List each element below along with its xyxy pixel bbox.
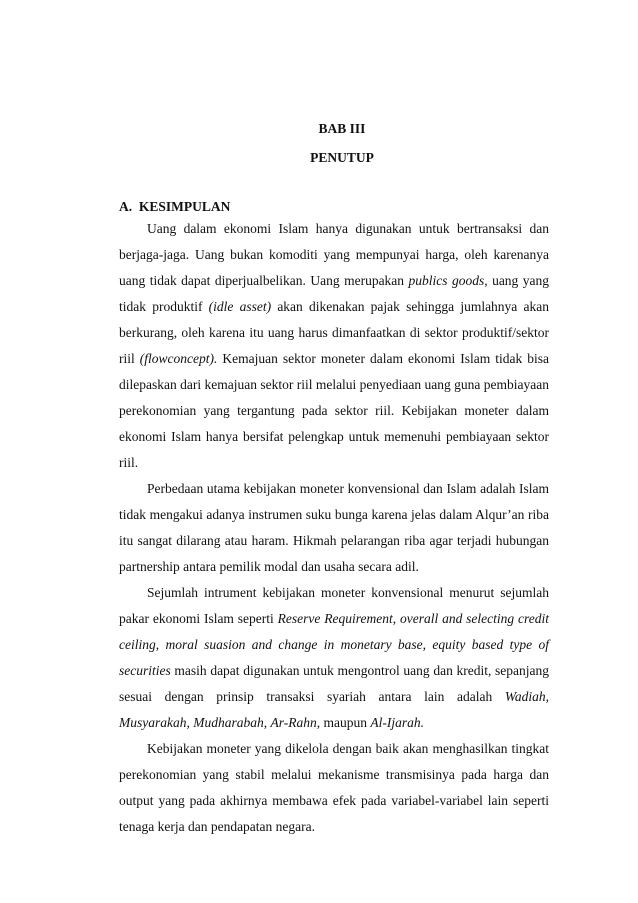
paragraph-1 [119, 216, 549, 476]
text-run: Perbedaan utama kebijakan moneter konvensional dan Islam adalah Islam tidak mengakui adanya instrumen suku bunga karena jelas dalam Alqur’an riba itu sangat dilarang atau haram. Hikmah pelarangan riba agar terjadi hubungan partnership antara pemilik modal dan usaha secara adil. [119, 481, 549, 574]
italic-term: (idle asset) [208, 299, 272, 314]
text-run: Kebijakan moneter yang dikelola dengan baik akan menghasilkan tingkat perekonomian yang stabil melalui mekanisme transmisinya pada harga dan output yang pada akhirnya membawa efek pada variabel-variabel lain seperti tenaga kerja dan pendapatan negara. [119, 741, 549, 834]
paragraph-4 [119, 736, 549, 840]
text-run: Sejumlah intrument kebijakan moneter konvensional menurut sejumlah pakar ekonomi Islam seperti [119, 585, 549, 626]
text-run: akan dikenakan pajak sehingga jumlahnya akan berkurang, oleh karena itu uang harus dimanfaatkan di sektor produktif/sektor riil [119, 299, 549, 366]
section-heading [119, 199, 230, 215]
text-run: , uang yang tidak produktif [119, 273, 550, 314]
italic-term: Al-Ijarah. [370, 715, 424, 730]
text-run: maupun [320, 715, 371, 730]
paragraph-2 [119, 476, 549, 580]
section-label: A. [119, 199, 133, 214]
chapter-number: BAB III [318, 121, 366, 136]
text-run: , [263, 715, 271, 730]
section-heading-text: KESIMPULAN [138, 199, 231, 214]
text-run: , [392, 611, 400, 626]
italic-term: Ar-Rahn, [270, 715, 321, 730]
italic-term: overall and selecting credit ceiling, moral suasion and change in monetary base, equity based type of securities [119, 611, 550, 678]
text-run: Uang dalam ekonomi Islam hanya digunakan untuk bertransaksi dan berjaga-jaga. Uang bukan komoditi yang mempunyai harga, oleh karenanya uang tidak dapat diperjualbelikan. Uang merupakan [119, 221, 549, 288]
paragraph-3 [119, 580, 549, 736]
text-run: Kemajuan sektor moneter dalam ekonomi Islam tidak bisa dilepaskan dari kemajuan sektor riil melalui penyediaan uang guna pembiayaan perekonomian yang tergantung pada sektor riil. Kebijakan moneter dalam ekonomi Islam hanya bersifat pelengkap untuk memenuhi pembiayaan sektor riil. [119, 351, 549, 470]
italic-term: (flowconcept). [139, 351, 218, 366]
body-text [119, 216, 549, 840]
italic-term: publics goods [408, 273, 485, 288]
text-run: masih dapat digunakan untuk mengontrol uang dan kredit, sepanjang sesuai dengan prinsip transaksi syariah antara lain adalah [119, 663, 549, 704]
chapter-title: PENUTUP [310, 150, 374, 165]
italic-term: Reserve Requirement [277, 611, 393, 626]
italic-term: Wadiah, Musyarakah, Mudharabah [119, 689, 549, 730]
